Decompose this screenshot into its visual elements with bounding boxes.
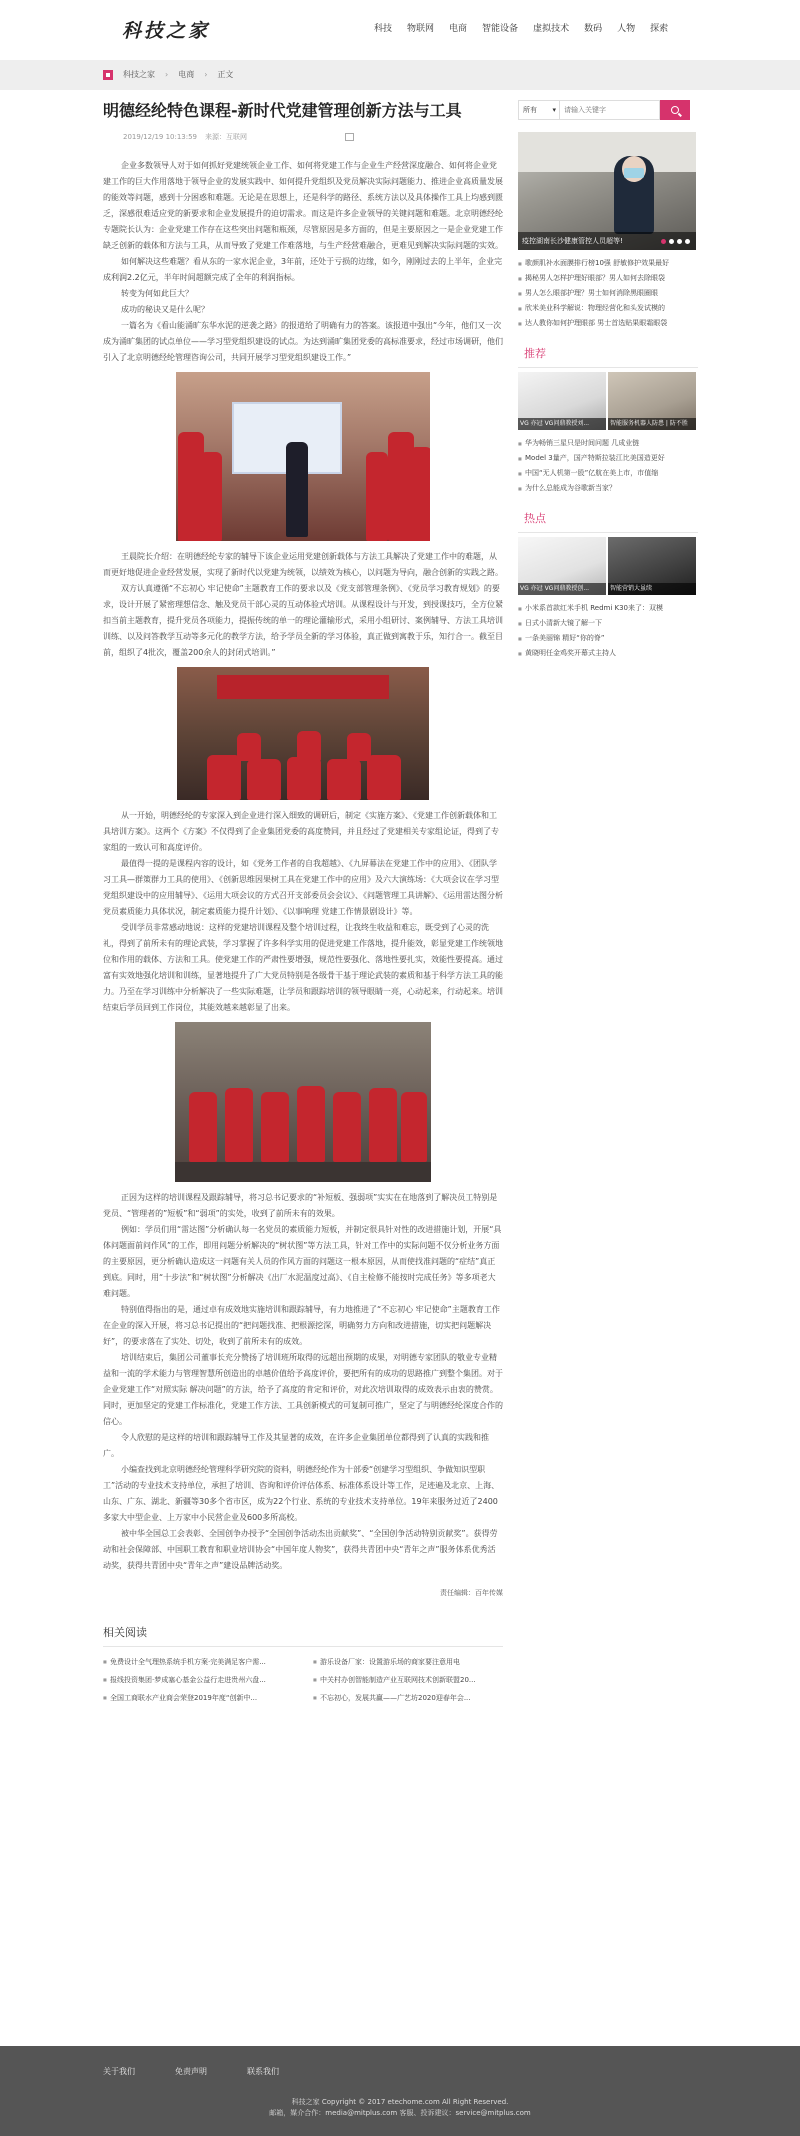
search-button[interactable] bbox=[660, 100, 690, 120]
article-paragraph: 一篇名为《看山能涌旷东华水泥的逆袭之路》的报道给了明确有力的答案。该报道中强出“今年，他们又一次成为涌旷集团的试点单位——学习型党组织建设的试点。为达到涌旷集团党委的高标准要求，经过市场调研，他们引入了北京明德经纶管理咨询公司，共同开展学习型党组织建设工作。” bbox=[103, 321, 503, 362]
recommend-thumbs bbox=[518, 372, 698, 430]
site-footer bbox=[0, 2046, 800, 2136]
slide-dot[interactable] bbox=[669, 239, 674, 244]
recommend-item[interactable]: ■ 中国“无人机第一股”亿航在美上市，市值缩 bbox=[518, 466, 698, 481]
article-paragraph: 如何解决这些难题？看从东的一家水泥企业，3年前，还处于亏损的边缘，如今，刚刚过去的上半年，企业完成利润2.2亿元，半年时间超额完成了全年的利润指标。 bbox=[103, 257, 503, 282]
trainee-figure bbox=[225, 1088, 253, 1162]
print-icon[interactable] bbox=[345, 133, 354, 141]
recommend-thumb[interactable] bbox=[518, 372, 606, 430]
top-news-item[interactable]: ■ 男人怎么眼部护理？男士如何消除黑眼圈眼 bbox=[518, 286, 698, 301]
breadcrumb-separator: › bbox=[165, 70, 169, 79]
recommend-thumb[interactable] bbox=[608, 372, 696, 430]
recommend-heading: 推荐 bbox=[518, 341, 698, 368]
breadcrumb-separator: › bbox=[204, 70, 208, 79]
trainee-figure bbox=[207, 755, 241, 800]
article-paragraph: 企业多数领导人对于如何抓好党建统领企业工作、如何将党建工作与企业生产经营深度融合、如何将企业党建工作的巨大作用落地于领导企业的发展实践中、如何提升党组织及党员解决实际问题能力、推进企业高质量发展的能效等问题，感到十分困惑和难题。无论是在思想上，还是科学的路径、系统方法以及具体操作工具上均感到匮乏，深感很难适应党的新要求和企业发展提升的迫切需求。而这是许多企业领导的关键问题和难题。北京明德经纶专题院长认为：企业党建工作存在这些突出问题和瓶颈，尽管原因是多方面的，但是主要原因之一是企业党建工作缺乏创新的载体和方法与工具，从而导致了党建工作难落地，与生产经营难融合，更难见到解决实际问题的实效。 bbox=[103, 161, 503, 250]
article-photo-classroom bbox=[177, 667, 429, 800]
nav-item-ecommerce[interactable]: 电商 bbox=[449, 24, 468, 34]
hot-item[interactable]: ■ 小米系首款红米手机 Redmi K30来了：双模 bbox=[518, 601, 698, 616]
article-paragraph: 成功的秘诀又是什么呢？ bbox=[121, 305, 209, 314]
trainee-figure bbox=[401, 1092, 427, 1162]
article-paragraph: 最值得一提的是课程内容的设计，如《党务工作者的自我超越》、《九屏幕法在党建工作中的应用》、《团队学习工具—群策群力工具的使用》、《创新思维因果树工具在党建工作中的应用》及六大演练场：《大项会议在学习型党组织建设中的应用辅导》、《运用大项会议的方式召开支部委员会会议》、《问题管理工具讲解》、《运用雷达图分析党员素质能力具体状况，制定素质能力提升计划》、《以事响理 党建工作情景剧设计》等。 bbox=[103, 859, 503, 916]
thumb-caption: 智能服务机器人防患 | 防不胜 bbox=[608, 418, 696, 430]
article-paragraph: 王晨院长介绍：在明德经纶专家的辅导下该企业运用党建创新载体与方法工具解决了党建工作中的难题，从而更好地促进企业经营发展，实现了新时代以党建为统领，以绩效为核心，以问题为导向，融合创新的实践之路。 bbox=[103, 552, 503, 577]
article-source: 来源：互联网 bbox=[205, 133, 248, 141]
article-paragraph: 转变为何如此巨大？ bbox=[121, 289, 193, 298]
hot-thumb[interactable] bbox=[608, 537, 696, 595]
nav-item-people[interactable]: 人物 bbox=[617, 24, 636, 34]
contact-text: 邮箱，媒介合作：media@mitplus.com 客服、投诉建议：service@mitplus.com bbox=[269, 2109, 531, 2117]
top-news-item[interactable]: ■ 歌颜肌补水面膜排行榜10强 舒敏修护效果最好 bbox=[518, 256, 698, 271]
top-news-item[interactable]: ■ 达人教你如何护理眼部 男士首选贴果眼霜眼袋 bbox=[518, 316, 698, 331]
related-item[interactable]: ■ 不忘初心，发展共赢——广艺坊2020迎春年会... bbox=[313, 1689, 503, 1707]
nav-item-iot[interactable]: 物联网 bbox=[407, 24, 435, 34]
hot-thumbs bbox=[518, 537, 698, 595]
article-photo-training-lecture bbox=[176, 372, 430, 541]
footer-link-about[interactable]: 关于我们 bbox=[103, 2067, 135, 2076]
hot-item[interactable]: ■ 日式小清新大镜了解一下 bbox=[518, 616, 698, 631]
hot-item[interactable]: ■ 一条美丽锦 精好“你的脊” bbox=[518, 631, 698, 646]
trainee-figure bbox=[287, 757, 321, 800]
recommend-item[interactable]: ■ Model 3量产，国产特斯拉装江比美国造更好 bbox=[518, 451, 698, 466]
slide-clinic-wall bbox=[518, 132, 696, 172]
trainee-figure bbox=[200, 452, 222, 541]
trainee-figure bbox=[369, 1088, 397, 1162]
search-scope-select[interactable] bbox=[518, 100, 560, 120]
slide-dots bbox=[661, 239, 690, 244]
chevron-down-icon: ▾ bbox=[552, 106, 556, 114]
trainee-figure bbox=[261, 1092, 289, 1162]
thumb-caption: VG 亦冠 VG问鼎教授创... bbox=[518, 583, 606, 595]
trainee-figure bbox=[347, 733, 371, 761]
article-meta bbox=[103, 132, 503, 142]
nav-item-smart-devices[interactable]: 智能设备 bbox=[482, 24, 519, 34]
search-icon bbox=[671, 106, 679, 114]
related-list bbox=[103, 1653, 503, 1707]
search-scope-value: 所有 bbox=[523, 106, 537, 114]
site-logo[interactable]: 科技之家 bbox=[122, 20, 211, 42]
nav-item-virtual-tech[interactable]: 虚拟技术 bbox=[533, 24, 570, 34]
breadcrumb-category[interactable]: 电商 bbox=[178, 70, 195, 79]
article-paragraph: 令人欣慰的是这样的培训和跟踪辅导工作及其显著的成效，在许多企业集团单位都得到了认真的实践和推广。 bbox=[103, 1433, 489, 1458]
breadcrumb-current: 正文 bbox=[217, 70, 234, 79]
recommend-list bbox=[518, 436, 698, 496]
article-paragraph: 被中华全国总工会表彰、全国创争办授予“全国创争活动杰出贡献奖”、“全国创争活动特别贡献奖”。获得劳动和社会保障部、中国职工教育和职业培训协会“中国年度人物奖”，获得共青团中央“青年之声”服务体系优秀活动奖，获得共青团中央“青年之声”建设品牌活动奖。 bbox=[103, 1529, 498, 1570]
trainee-figure bbox=[237, 733, 261, 761]
hot-thumb[interactable] bbox=[518, 537, 606, 595]
slide-dot[interactable] bbox=[677, 239, 682, 244]
article-paragraph: 正因为这样的培训课程及跟踪辅导，将习总书记要求的“补短板、强弱项”实实在在地落到了解决员工特别是党员、“管理者的”短板”和“弱项”的实处，收到了前所未有的效果。 bbox=[103, 1193, 498, 1218]
breadcrumb-home[interactable]: 科技之家 bbox=[123, 70, 155, 79]
trainee-figure bbox=[189, 1092, 217, 1162]
search-input[interactable] bbox=[560, 100, 660, 120]
related-item[interactable]: ■ 游乐设备厂家：设置游乐场的商家要注意用电 bbox=[313, 1653, 503, 1671]
footer-copyright bbox=[0, 2097, 800, 2119]
hot-item[interactable]: ■ 黄晓明任金鸡奖开幕式主持人 bbox=[518, 646, 698, 661]
classroom-banner bbox=[217, 675, 389, 699]
article-column bbox=[103, 100, 503, 1707]
article-editor: 责任编辑：百年传媒 bbox=[440, 1589, 503, 1597]
article-paragraph: 小编查找到北京明德经纶管理科学研究院的资料，明德经纶作为十部委“创建学习型组织、争做知识型职工”活动的专业技术支持单位，承担了培训、咨询和评价评估体系、标准体系设计等工作，足迹遍及北京、上海、山东、广东、湖北、新疆等30多个省市区，成为22个行业、系统的专业技术支持单位。19年来服务过近了2400多家大中型企业、上万家中小民营企业及600多所高校。 bbox=[103, 1465, 500, 1522]
thumb-caption: VG 亦冠 VG问鼎教授刘... bbox=[518, 418, 606, 430]
speaker-figure bbox=[286, 442, 308, 537]
top-news-list bbox=[518, 256, 698, 331]
footer-links bbox=[103, 2066, 279, 2077]
related-item[interactable]: ■ 全国工商联水产业商会荣登2019年度“创新中... bbox=[103, 1689, 293, 1707]
hot-heading: 热点 bbox=[518, 506, 698, 533]
nav-item-explore[interactable]: 探索 bbox=[650, 24, 669, 34]
trainee-figure bbox=[410, 447, 430, 541]
related-heading: 相关阅读 bbox=[103, 1624, 503, 1647]
slide-mask bbox=[624, 168, 644, 178]
recommend-item[interactable]: ■ 为什么总能成为谷歌新当家？ bbox=[518, 481, 698, 496]
slide-dot[interactable] bbox=[685, 239, 690, 244]
top-news-item[interactable]: ■ 欣米美业科学解说：物理经营化和头发试模的 bbox=[518, 301, 698, 316]
home-icon bbox=[103, 70, 113, 80]
article-paragraph: 从一开始，明德经纶的专家深入到企业进行深入细致的调研后，制定《实施方案》、《党建工作创新载体和工具培训方案》。这两个《方案》不仅得到了企业集团党委的高度赞同，并且经过了党建相关专家组论证，得到了专家组的一致认可和高度评价。 bbox=[103, 811, 499, 852]
slide-caption: 疫控湖南长沙健康管控人员超等! bbox=[518, 232, 696, 250]
related-item[interactable]: ■ 报线投资集团·梦成塞心基金公益行走进贵州六盘... bbox=[103, 1671, 293, 1689]
main-nav bbox=[374, 21, 683, 34]
article-paragraph: 特别值得指出的是，通过卓有成效地实施培训和跟踪辅导，有力地推进了“不忘初心 牢记使命”主题教育工作在企业的深入开展，将习总书记提出的“把问题找准、把根源挖深，明确努力方向和改进措施，切实把问题解决好”，的要求落在了实处、切处，收到了前所未有的成效。 bbox=[103, 1305, 500, 1346]
floor bbox=[175, 1162, 431, 1182]
nav-item-tech[interactable]: 科技 bbox=[374, 24, 393, 34]
nav-item-digital[interactable]: 数码 bbox=[584, 24, 603, 34]
thumb-caption: 智能营销大虽续 bbox=[608, 583, 696, 595]
article-paragraph: 例如：学员们用“雷达图”分析确认每一名党员的素质能力短板，并制定很具针对性的改进措施计划，开展“具体问题面前问作风”的工作，即用问题分析解决的“树状图”等方法工具，针对工作中的实际问题不仅分析业务方面的主要原因，更分析确认造成这一问题有关人员的作风方面的问题这一根本原因，从而使找准问题的“症结”真正到底。同时，用“十步法”和“树状图”分析解决《出厂水泥温度过高》、《自主检修不能按时完成任务》等多项老大难问题。 bbox=[103, 1225, 502, 1298]
article-date: 2019/12/19 10:13:59 bbox=[123, 133, 198, 141]
trainee-figure bbox=[367, 755, 401, 800]
breadcrumb bbox=[103, 69, 233, 80]
trainee-figure bbox=[333, 1092, 361, 1162]
slide-dot[interactable] bbox=[661, 239, 666, 244]
featured-slideshow[interactable] bbox=[518, 132, 696, 250]
article-body bbox=[103, 158, 503, 1574]
article-title: 明德经纶特色课程-新时代党建管理创新方法与工具 bbox=[103, 101, 462, 120]
article-paragraph: 双方认真遵循“不忘初心 牢记使命”主题教育工作的要求以及《党支部管理条例》、《党员学习教育规划》的要求，设计开展了紧密理想信念、触及党员干部心灵的互动体验式培训。从课程设计与开发，到授课技巧，全方位紧扣当前主题教育，提升党员各项能力，提振传统的单一的理论灌输形式，采用小组研讨、案例辅导、方法工具培训训练、以及问答教学互动等多元化的教学方法，给予学员全新的学习体验，真正做到寓教于乐，知行合一。截至目前，组织了4批次，覆盖200余人的封闭式培训。” bbox=[103, 584, 503, 657]
related-item[interactable]: ■ 免费设计全气理热系统手机方案·完美满足客户需... bbox=[103, 1653, 293, 1671]
site-header bbox=[0, 0, 800, 60]
breadcrumb-bar bbox=[0, 60, 800, 90]
hot-list bbox=[518, 601, 698, 661]
article-paragraph: 受训学员非常感动地说：这样的党建培训课程及整个培训过程，让我终生收益和难忘，既受到了心灵的洗礼，得到了前所未有的理论武装，学习掌握了许多科学实用的促进党建工作落地，提升能效，彰显党建工作统领地位和作用的载体、方法和工具。使党建工作的严肃性要增强，规范性要强化、落地性要扎实，效能性要提高。通过富有实效地强化培训和训练，显著地提升了广大党员特别是各级骨干基于理论武装的素质和基于科学方法工具的能力。乃至在学习训练中分析解决了一些实际难题，让学员和跟踪培训的领导眼睛一亮，心动起来，行动起来。培训结束后学员回到工作岗位，其能效越来越彰显了出来。 bbox=[103, 923, 503, 1012]
trainee-figure bbox=[297, 1086, 325, 1162]
recommend-item[interactable]: ■ 华为畅销三星只是时间问题 几成业链 bbox=[518, 436, 698, 451]
article-photo-group-oath bbox=[175, 1022, 431, 1182]
related-item[interactable]: ■ 中关村办创智能制造产业互联网技术创新联盟20... bbox=[313, 1671, 503, 1689]
footer-link-contact[interactable]: 联系我们 bbox=[247, 2067, 279, 2076]
search-bar bbox=[518, 100, 698, 120]
top-news-item[interactable]: ■ 揭秘男人怎样护理好眼部？男人如何去除眼袋 bbox=[518, 271, 698, 286]
footer-link-disclaimer[interactable]: 免责声明 bbox=[175, 2067, 207, 2076]
trainee-figure bbox=[366, 452, 388, 541]
trainee-figure bbox=[327, 759, 361, 800]
copyright-text: 科技之家 Copyright © 2017 etechome.com All Right Reserved. bbox=[291, 2098, 509, 2106]
sidebar bbox=[518, 100, 698, 661]
trainee-figure bbox=[297, 731, 321, 761]
trainee-figure bbox=[247, 759, 281, 800]
article-paragraph: 培训结束后，集团公司董事长充分赞扬了培训班所取得的远超出预期的成果，对明德专家团队的敬业专业精益和一流的学术能力与管理智慧所创造出的卓越价值给予高度评价，要把所有的成功的思路推广到整个集团。对于企业党建工作“对照实际 解决问题”的方法，给予了高度的肯定和评价，对此次培训取得的成效表示由衷的赞赏。同时，更加坚定的党建工作标准化，党建工作方法、工具创新模式的可复制可推广，坚定了与明德经纶深度合作的信心。 bbox=[103, 1353, 503, 1426]
